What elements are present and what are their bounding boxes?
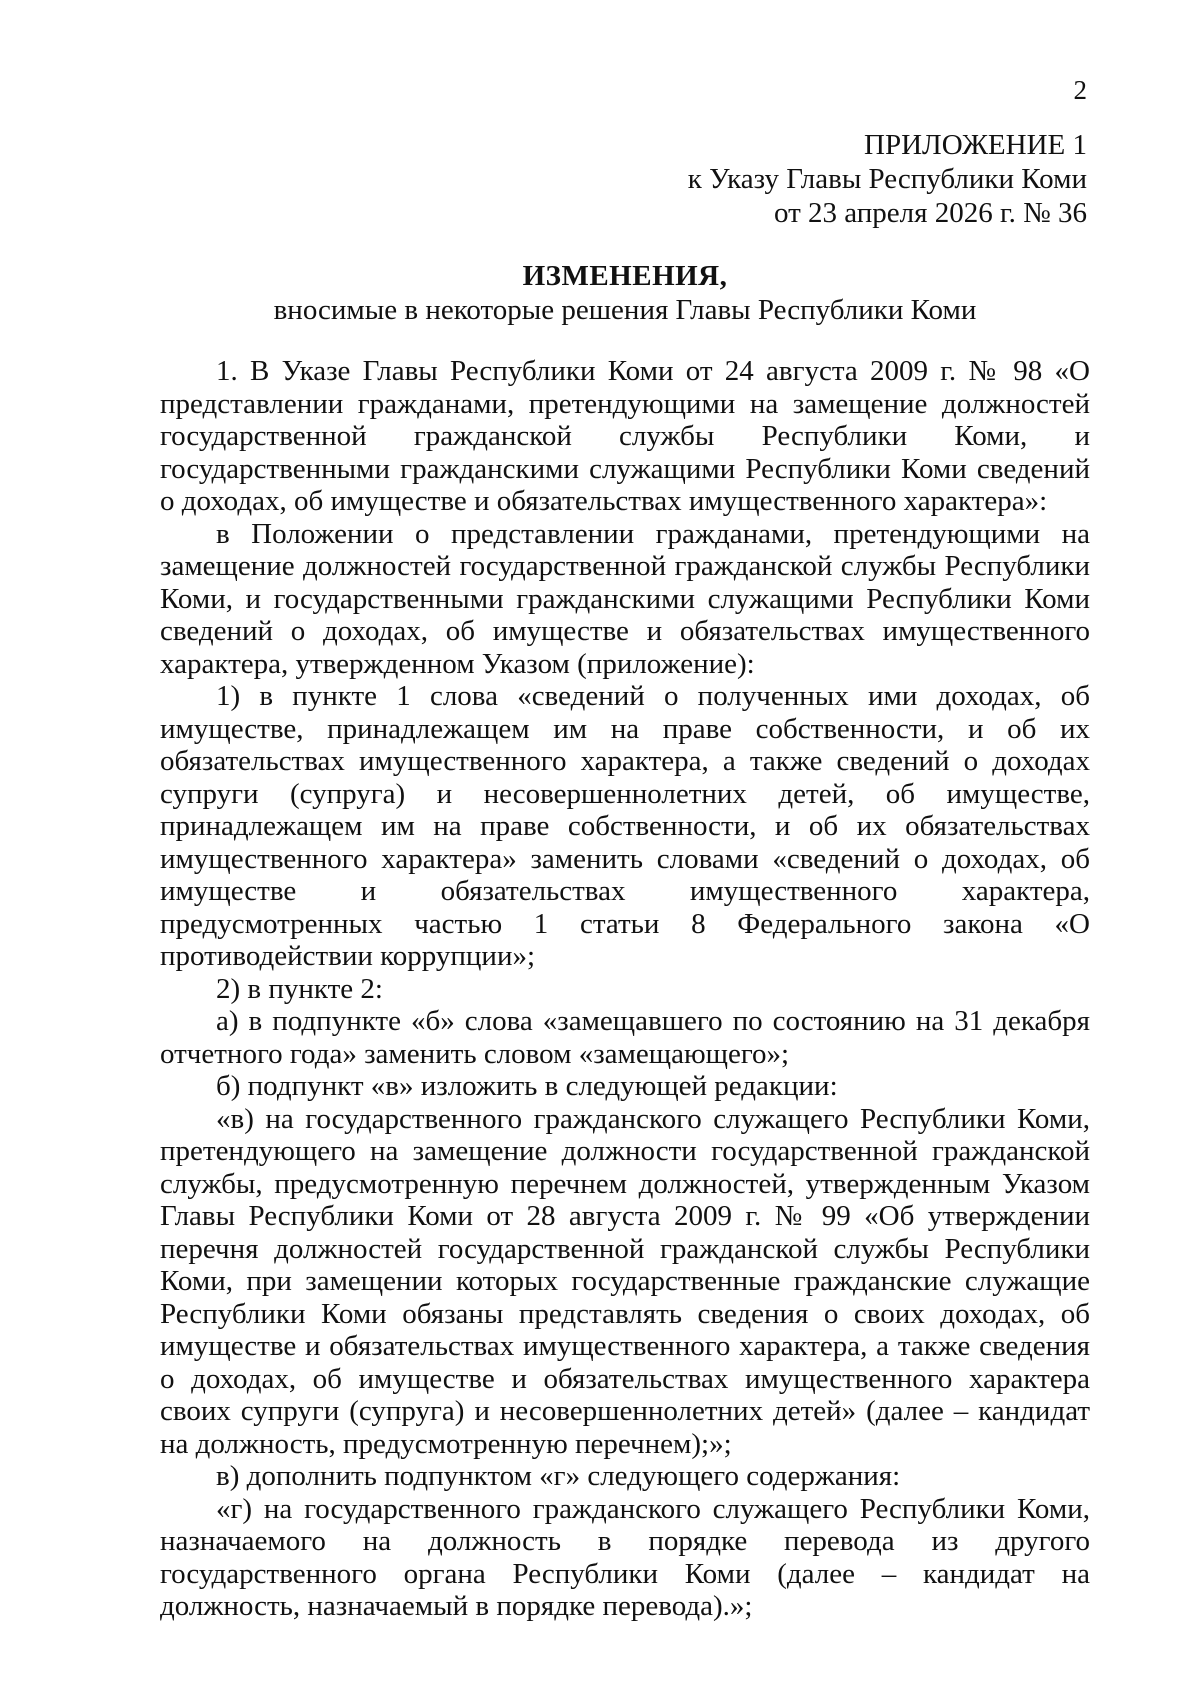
page-number: 2 (1073, 75, 1087, 105)
appendix-line-3: от 23 апреля 2026 г. № 36 (773, 197, 1087, 229)
document-title: ИЗМЕНЕНИЯ, (522, 260, 728, 292)
paragraph: «в) на государственного гражданского служащего Республики Коми, претендующего на замещение должности государственной гражданской службы, предусмотренную перечнем должностей, утвержденным Указом Главы Республики Коми от 28 августа 2009 г. № 99 «Об утверждении перечня должностей государственной гражданской службы Республики Коми, при замещении которых государственные гражданские служащие Республики Коми обязаны представлять сведения о своих доходах, об имуществе и обязательствах имущественного характера, а также сведения о доходах, об имуществе и обязательствах имущественного характера своих супруги (супруга) и несовершеннолетних детей» (далее – кандидат на должность, предусмотренную перечнем);»; (160, 1102, 1090, 1460)
paragraph: 1. В Указе Главы Республики Коми от 24 августа 2009 г. № 98 «О представлении гражданами, претендующими на замещение должностей государственной гражданской службы Республики Коми, и государственными гражданскими служащими Республики Коми сведений о доходах, об имуществе и обязательствах имущественного характера»: (160, 355, 1090, 517)
paragraph: в) дополнить подпунктом «г» следующего содержания: (216, 1460, 901, 1492)
appendix-header (487, 128, 1087, 230)
appendix-line-2: к Указу Главы Республики Коми (687, 163, 1087, 195)
paragraph: б) подпункт «в» изложить в следующей редакции: (216, 1070, 838, 1102)
document-subtitle: вносимые в некоторые решения Главы Республики Коми (273, 294, 977, 326)
paragraph: 2) в пункте 2: (216, 972, 383, 1005)
paragraph: 1) в пункте 1 слова «сведений о полученных ими доходах, об имуществе, принадлежащем им на праве собственности, и об их обязательствах имущественного характера, а также сведений о доходах супруги (супруга) и несовершеннолетних детей, об имуществе, принадлежащем им на праве собственности, и об их обязательствах имущественного характера» заменить словами «сведений о доходах, об имуществе и обязательствах имущественного характера, предусмотренных частью 1 статьи 8 Федерального закона «О противодействии коррупции»; (160, 680, 1090, 972)
paragraph: «г) на государственного гражданского служащего Республики Коми, назначаемого на должность в порядке перевода из другого государственного органа Республики Коми (далее – кандидат на должность, назначаемый в порядке перевода).»; (160, 1492, 1090, 1622)
paragraph: в Положении о представлении гражданами, претендующими на замещение должностей государственной гражданской службы Республики Коми, и государственными гражданскими служащими Республики Коми сведений о доходах, об имуществе и обязательствах имущественного характера, утвержденном Указом (приложение): (160, 517, 1090, 680)
document-body (160, 355, 1090, 1623)
appendix-line-1: ПРИЛОЖЕНИЕ 1 (864, 129, 1087, 161)
paragraph: а) в подпункте «б» слова «замещавшего по состоянию на 31 декабря отчетного года» заменить словом «замещающего»; (160, 1005, 1090, 1070)
